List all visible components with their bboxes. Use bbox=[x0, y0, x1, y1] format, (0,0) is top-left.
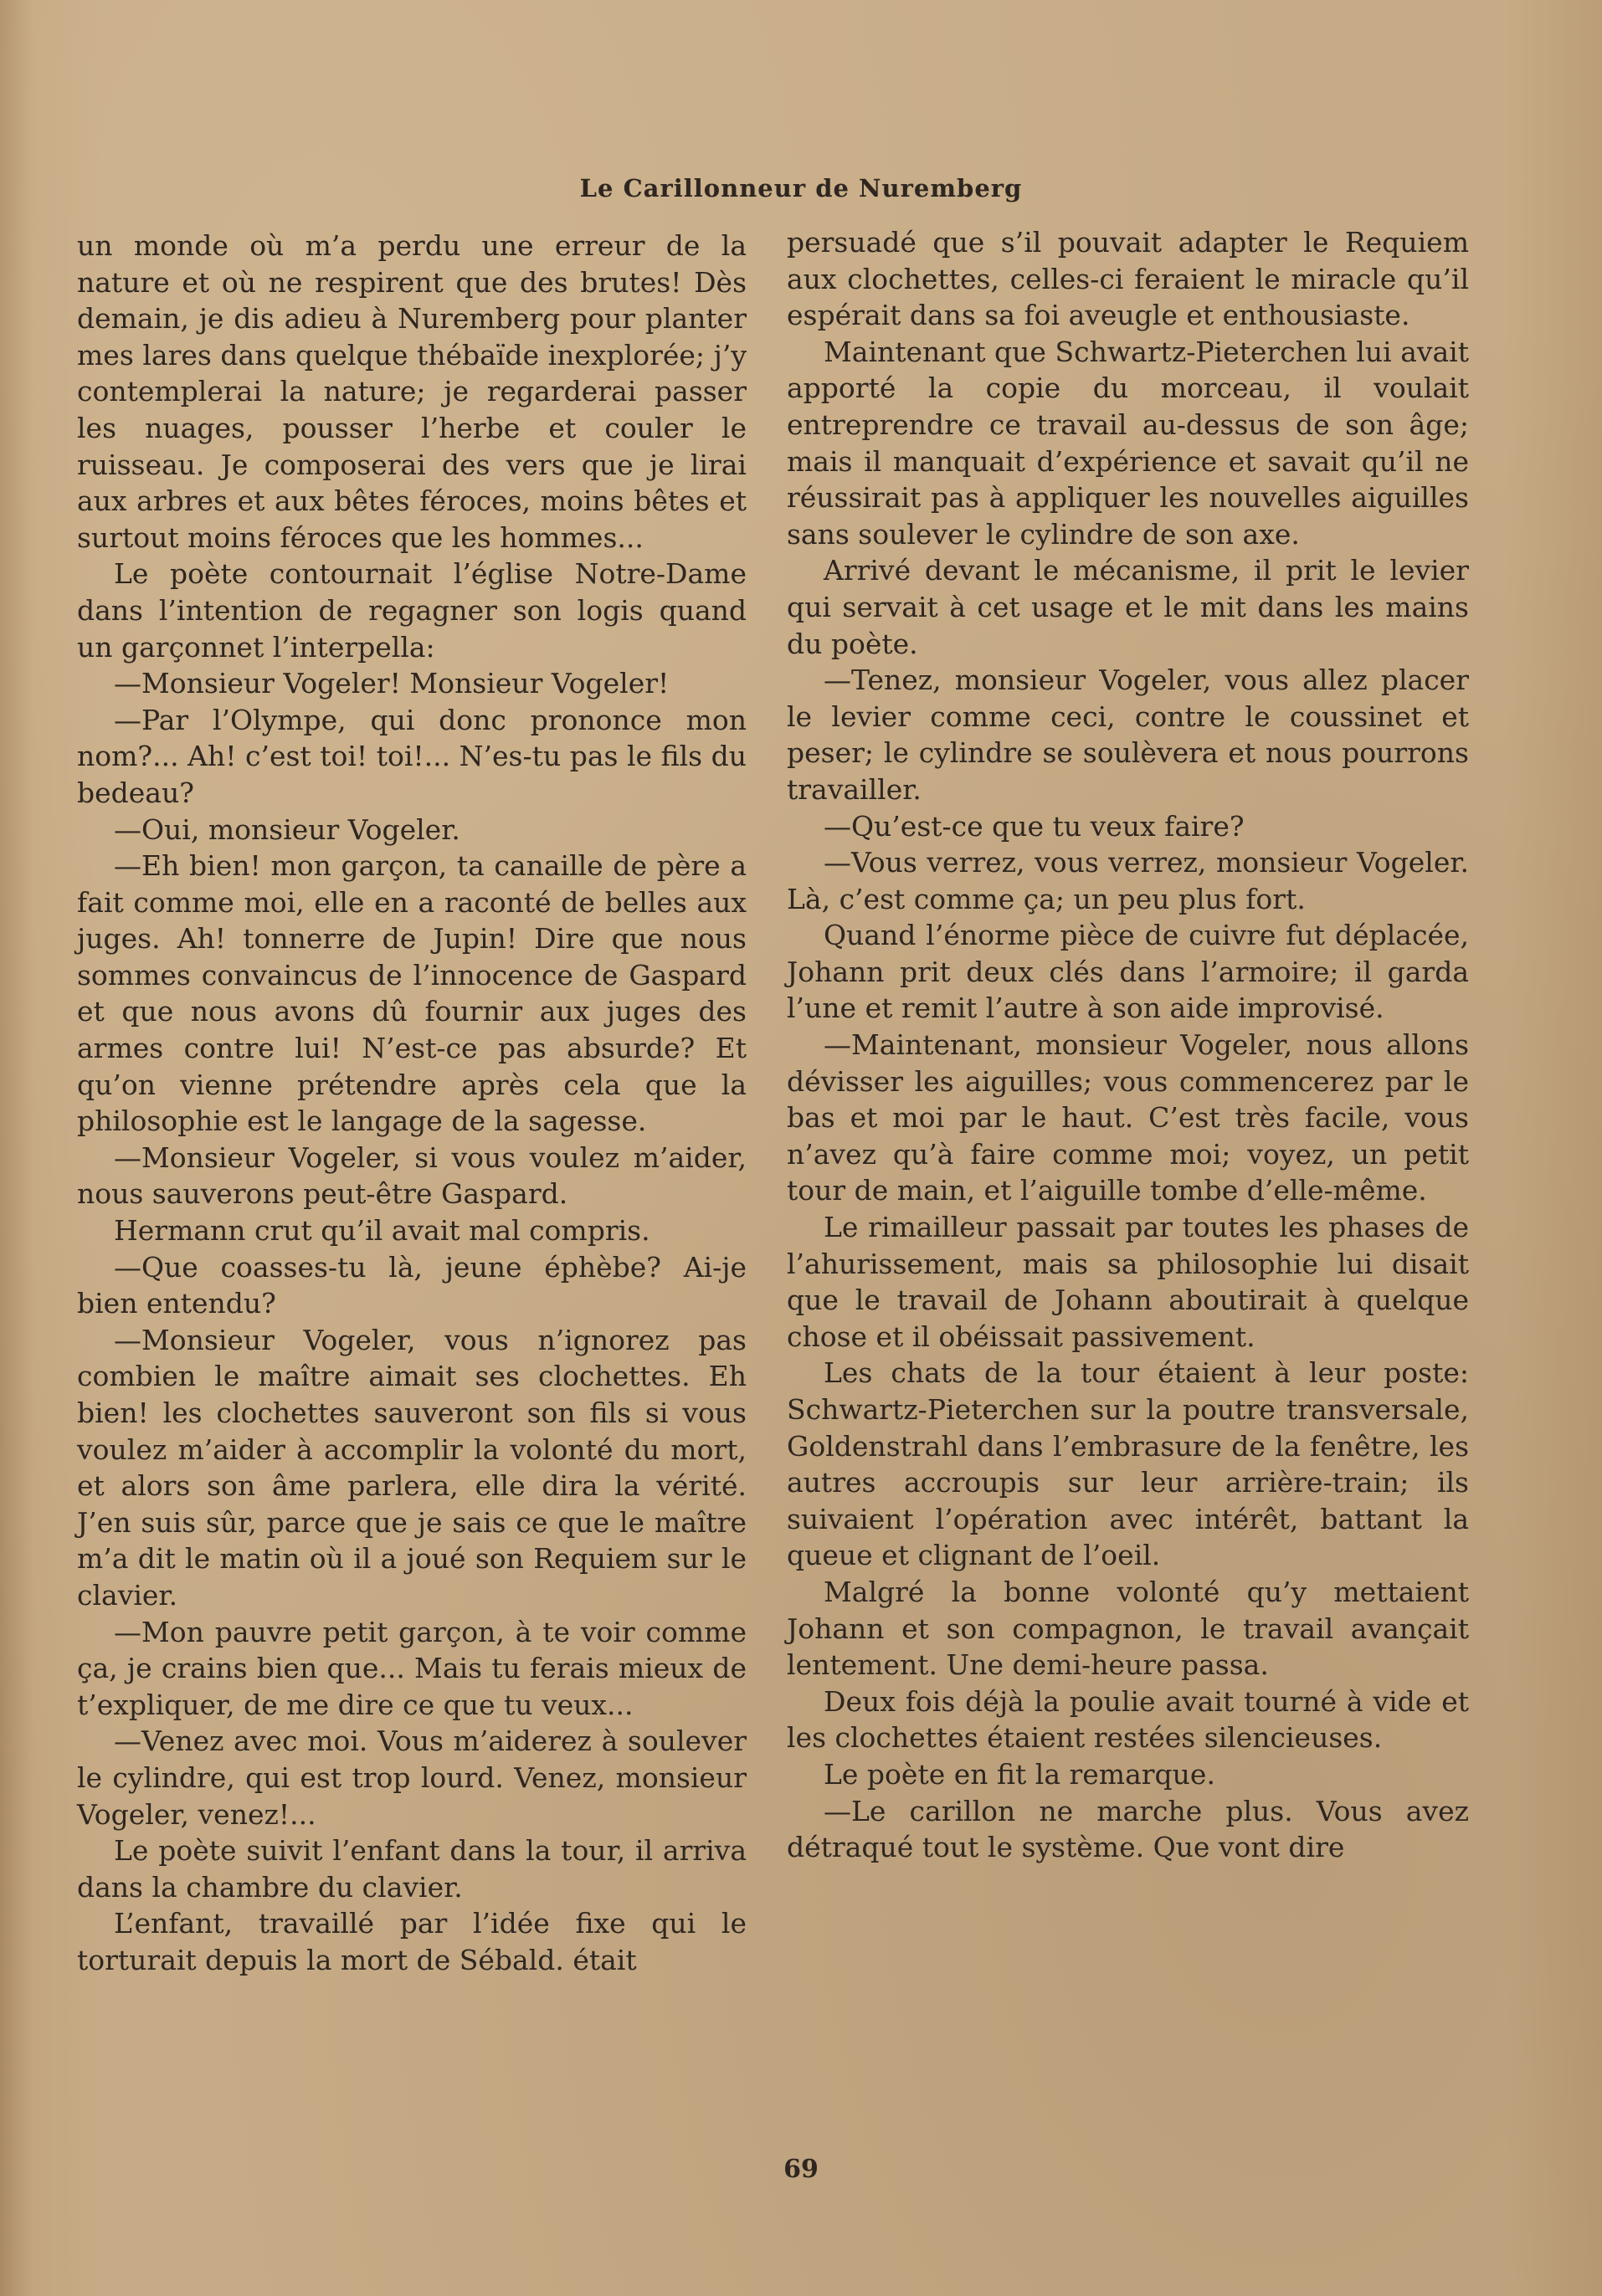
paragraph: —Par l’Olympe, qui donc prononce mon nom?... Ah! c’est toi! toi!... N’es-tu pas le fils du bedeau? bbox=[77, 703, 747, 809]
paragraph: Arrivé devant le mécanisme, il prit le levier qui servait à cet usage et le mit dans les mains du poète. bbox=[787, 554, 1469, 660]
paragraph: —Monsieur Vogeler, vous n’ignorez pas combien le maître aimait ses clochettes. Eh bien! les clochettes sauveront son fils si vous voulez m’aider à accomplir la volonté du mort, et alors son âme parlera, elle dira la vérité. J’en suis sûr, parce que je sais ce que le maître m’a dit le matin où il a joué son Requiem sur le clavier. bbox=[77, 1323, 747, 1612]
paragraph: —Venez avec moi. Vous m’aiderez à soulever le cylindre, qui est trop lourd. Venez, monsieur Vogeler, venez!... bbox=[77, 1725, 747, 1831]
running-title: Le Carillonneur de Nuremberg bbox=[579, 174, 1023, 202]
paragraph: Le poète en fit la remarque. bbox=[824, 1757, 1215, 1791]
paragraph: L’enfant, travaillé par l’idée fixe qui le torturait depuis la mort de Sébald. était bbox=[77, 1907, 747, 1976]
left-column bbox=[77, 228, 747, 1979]
paragraph: Hermann crut qu’il avait mal compris. bbox=[114, 1214, 650, 1248]
page-number: 69 bbox=[783, 2155, 819, 2184]
paragraph: Malgré la bonne volonté qu’y mettaient Johann et son compagnon, le travail avançait lentement. Une demi-heure passa. bbox=[787, 1575, 1469, 1682]
paragraph: persuadé que s’il pouvait adapter le Requiem aux clochettes, celles-ci feraient le miracle qu’il espérait dans sa foi aveugle et enthousiaste. bbox=[787, 226, 1469, 332]
right-column bbox=[787, 224, 1469, 1866]
paragraph: —Le carillon ne marche plus. Vous avez détraqué tout le système. Que vont dire bbox=[787, 1794, 1469, 1864]
paragraph: Quand l’énorme pièce de cuivre fut déplacée, Johann prit deux clés dans l’armoire; il garda l’une et remit l’autre à son aide improvisé. bbox=[787, 919, 1469, 1025]
paragraph: un monde où m’a perdu une erreur de la nature et où ne respirent que des brutes! Dès demain, je dis adieu à Nuremberg pour planter mes lares dans quelque thébaïde inexplorée; j’y contemplerai la nature; je regarderai passer les nuages, pousser l’herbe et couler le ruisseau. Je composerai des vers que je lirai aux arbres et aux bêtes féroces, moins bêtes et surtout moins féroces que les hommes... bbox=[77, 229, 747, 554]
paragraph: Maintenant que Schwartz-Pieterchen lui avait apporté la copie du morceau, il voulait entreprendre ce travail au-dessus de son âge; mais il manquait d’expérience et savait qu’il ne réussirait pas à appliquer les nouvelles aiguilles sans soulever le cylindre de son axe. bbox=[787, 335, 1469, 551]
paragraph: Les chats de la tour étaient à leur poste: Schwartz-Pieterchen sur la poutre transversale, Goldenstrahl dans l’embrasure de la fenêtre, les autres accroupis sur leur arrière-train; ils suivaient l’opération avec intérêt, battant la queue et clignant de l’oeil. bbox=[787, 1356, 1469, 1572]
paragraph: Le poète contournait l’église Notre-Dame dans l’intention de regagner son logis quand un garçonnet l’interpella: bbox=[77, 557, 747, 664]
paragraph: —Eh bien! mon garçon, ta canaille de père a fait comme moi, elle en a raconté de belles aux juges. Ah! tonnerre de Jupin! Dire que nous sommes convaincus de l’innocence de Gaspard et que nous avons dû fournir aux juges des armes contre lui! N’est-ce pas absurde? Et qu’on vienne prétendre après cela que la philosophie est le langage de la sagesse. bbox=[77, 849, 747, 1138]
paragraph: —Maintenant, monsieur Vogeler, nous allons dévisser les aiguilles; vous commencerez par le bas et moi par le haut. C’est très facile, vous n’avez qu’à faire comme moi; voyez, un petit tour de main, et l’aiguille tombe d’elle-même. bbox=[787, 1028, 1469, 1207]
paragraph: —Que coasses-tu là, jeune éphèbe? Ai-je bien entendu? bbox=[77, 1250, 747, 1320]
paragraph: —Qu’est-ce que tu veux faire? bbox=[824, 809, 1245, 843]
paragraph: —Monsieur Vogeler, si vous voulez m’aider, nous sauverons peut-être Gaspard. bbox=[77, 1140, 747, 1211]
paragraph: —Monsieur Vogeler! Monsieur Vogeler! bbox=[114, 667, 670, 700]
paragraph: —Oui, monsieur Vogeler. bbox=[114, 812, 460, 846]
paragraph: —Mon pauvre petit garçon, à te voir comme ça, je crains bien que... Mais tu ferais mieux de t’expliquer, de me dire ce que tu veux... bbox=[77, 1615, 747, 1721]
paragraph: Le rimailleur passait par toutes les phases de l’ahurissement, mais sa philosophie lui disait que le travail de Johann aboutirait à quelque chose et il obéissait passivement. bbox=[787, 1211, 1469, 1353]
paragraph: —Tenez, monsieur Vogeler, vous allez placer le levier comme ceci, contre le coussinet et peser; le cylindre se soulèvera et nous pourrons travailler. bbox=[787, 664, 1469, 806]
paragraph: Le poète suivit l’enfant dans la tour, il arriva dans la chambre du clavier. bbox=[77, 1834, 747, 1904]
paragraph: Deux fois déjà la poulie avait tourné à vide et les clochettes étaient restées silencieuses. bbox=[787, 1684, 1469, 1755]
paragraph: —Vous verrez, vous verrez, monsieur Vogeler. Là, c’est comme ça; un peu plus fort. bbox=[787, 846, 1469, 915]
